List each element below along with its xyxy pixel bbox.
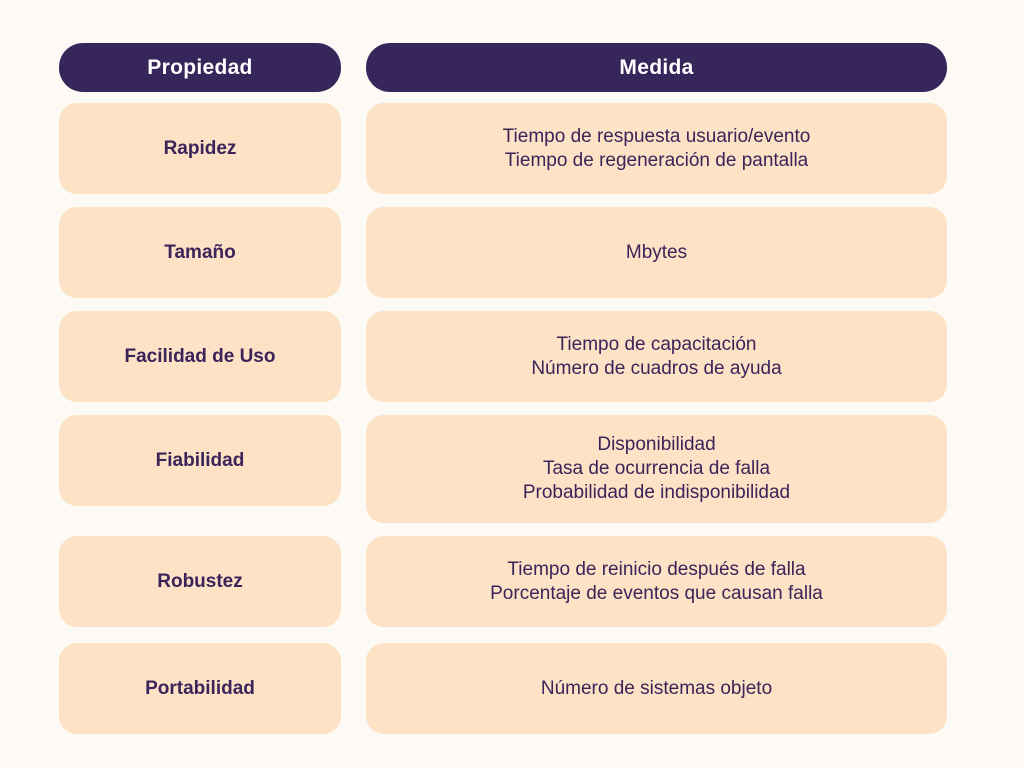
- property-cell-rapidez: Rapidez: [59, 103, 341, 194]
- measure-cell-robustez: [366, 536, 947, 627]
- measure-line: Tasa de ocurrencia de falla: [542, 458, 771, 479]
- property-cell-tamano: Tamaño: [59, 207, 341, 298]
- measure-cell-tamano: [366, 207, 947, 298]
- measure-cell-rapidez: [366, 103, 947, 194]
- measure-line: Número de sistemas objeto: [540, 677, 773, 699]
- header-property: Propiedad: [59, 43, 341, 92]
- property-cell-fiabilidad: Fiabilidad: [59, 415, 341, 506]
- measure-line: Probabilidad de indisponibilidad: [522, 482, 791, 503]
- measure-line: Tiempo de capacitación: [556, 333, 757, 355]
- property-cell-robustez: Robustez: [59, 536, 341, 627]
- measure-line: Tiempo de reinicio después de falla: [507, 558, 806, 580]
- measure-cell-portabilidad: [366, 643, 947, 734]
- header-measure: Medida: [366, 43, 947, 92]
- measure-cell-facilidad-de-uso: [366, 311, 947, 402]
- measure-line: Mbytes: [625, 241, 688, 263]
- measure-line: Porcentaje de eventos que causan falla: [490, 582, 823, 604]
- property-cell-portabilidad: Portabilidad: [59, 643, 341, 734]
- measure-line: Tiempo de regeneración de pantalla: [504, 149, 809, 171]
- measure-line: Tiempo de respuesta usuario/evento: [502, 125, 811, 147]
- measure-line: Disponibilidad: [597, 434, 716, 455]
- measure-cell-fiabilidad: [366, 415, 947, 523]
- measure-line: Número de cuadros de ayuda: [531, 357, 782, 379]
- property-cell-facilidad-de-uso: Facilidad de Uso: [59, 311, 341, 402]
